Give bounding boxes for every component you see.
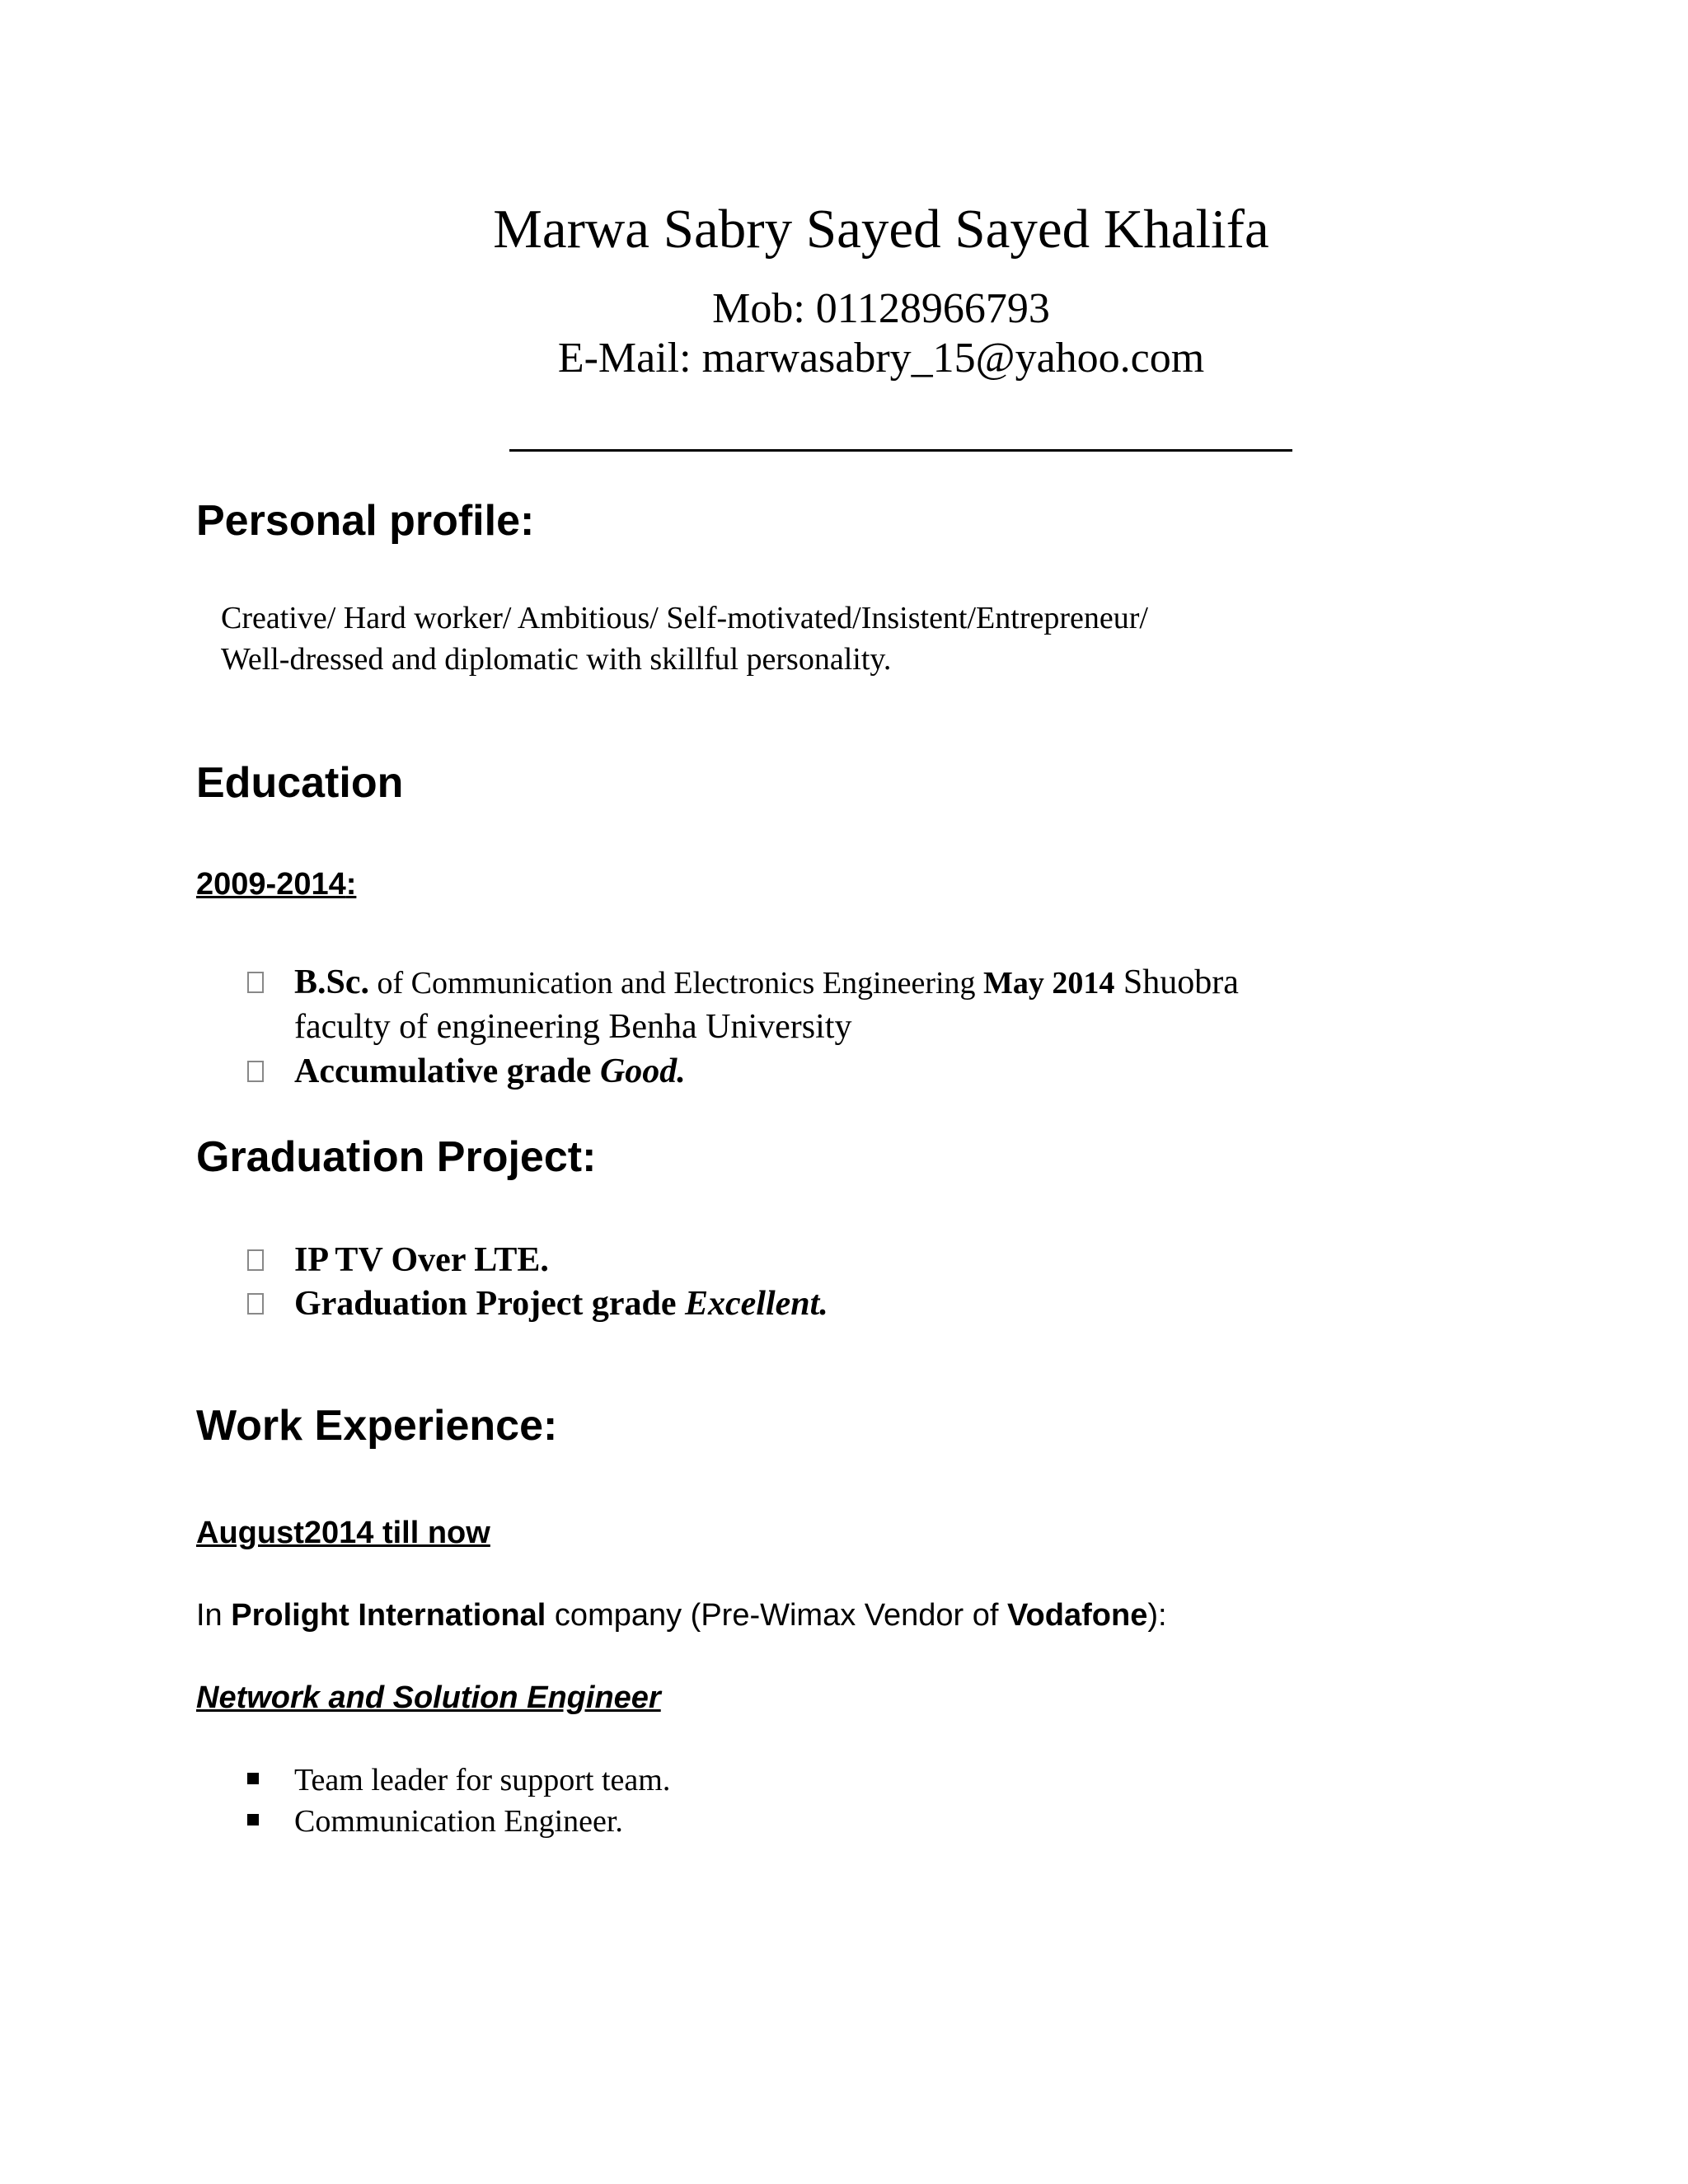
education-period — [196, 864, 356, 905]
degree-place: Shuobra — [1114, 963, 1239, 1001]
project-grade-value: Excellent. — [684, 1285, 828, 1323]
degree-bold: B.Sc. — [294, 963, 370, 1001]
duty-text: Communication Engineer. — [294, 1804, 623, 1839]
project-name — [294, 1238, 1465, 1282]
square-bullet-icon — [247, 1814, 259, 1825]
profile-line-2: Well-dressed and diplomatic with skillful personality. — [221, 642, 892, 677]
bullet-box-icon — [247, 972, 264, 993]
work-period: August2014 till now — [196, 1516, 490, 1550]
grade-label: Accumulative grade — [294, 1052, 600, 1090]
education-period-text: 2009-2014 — [196, 867, 346, 902]
company-client: Vodafone — [1007, 1598, 1148, 1633]
section-title-project: Graduation Project: — [196, 1133, 597, 1181]
project-grade-label: Graduation Project grade — [294, 1285, 685, 1323]
work-company — [196, 1595, 1167, 1636]
job-role: Network and Solution Engineer — [196, 1680, 661, 1715]
bullet-box-icon — [247, 1293, 264, 1315]
candidate-name: Marwa Sabry Sayed Sayed Khalifa — [493, 199, 1269, 260]
duty-text: Team leader for support team. — [294, 1763, 671, 1797]
bullet-box-icon — [247, 1249, 264, 1271]
company-name: Prolight International — [231, 1598, 546, 1633]
mobile-number: Mob: 01128966793 — [712, 285, 1050, 332]
degree-text — [294, 960, 1465, 1005]
section-title-education: Education — [196, 759, 404, 807]
degree-date: May 2014 — [983, 966, 1115, 1001]
email-address: E-Mail: marwasabry_15@yahoo.com — [557, 335, 1205, 382]
project-name-text: IP TV Over LTE. — [294, 1241, 549, 1279]
degree-line-2-text: faculty of engineering Benha University — [294, 1008, 852, 1046]
company-suffix: ): — [1147, 1598, 1167, 1633]
grade-text — [294, 1049, 1465, 1094]
grade-value: Good. — [599, 1052, 686, 1090]
section-title-profile: Personal profile: — [196, 497, 535, 545]
company-prefix: In — [196, 1598, 232, 1633]
square-bullet-icon — [247, 1773, 259, 1784]
education-period-colon: : — [345, 867, 357, 902]
bullet-box-icon — [247, 1061, 264, 1082]
project-grade-text — [294, 1282, 1465, 1326]
company-mid: company (Pre-Wimax Vendor of — [546, 1598, 1008, 1633]
profile-line-1: Creative/ Hard worker/ Ambitious/ Self-motivated/Insistent/Entrepreneur/ — [221, 601, 1148, 635]
section-title-work: Work Experience: — [196, 1402, 558, 1450]
degree-field: of Communication and Electronics Engineering — [369, 966, 984, 1001]
header-divider — [509, 449, 1292, 452]
